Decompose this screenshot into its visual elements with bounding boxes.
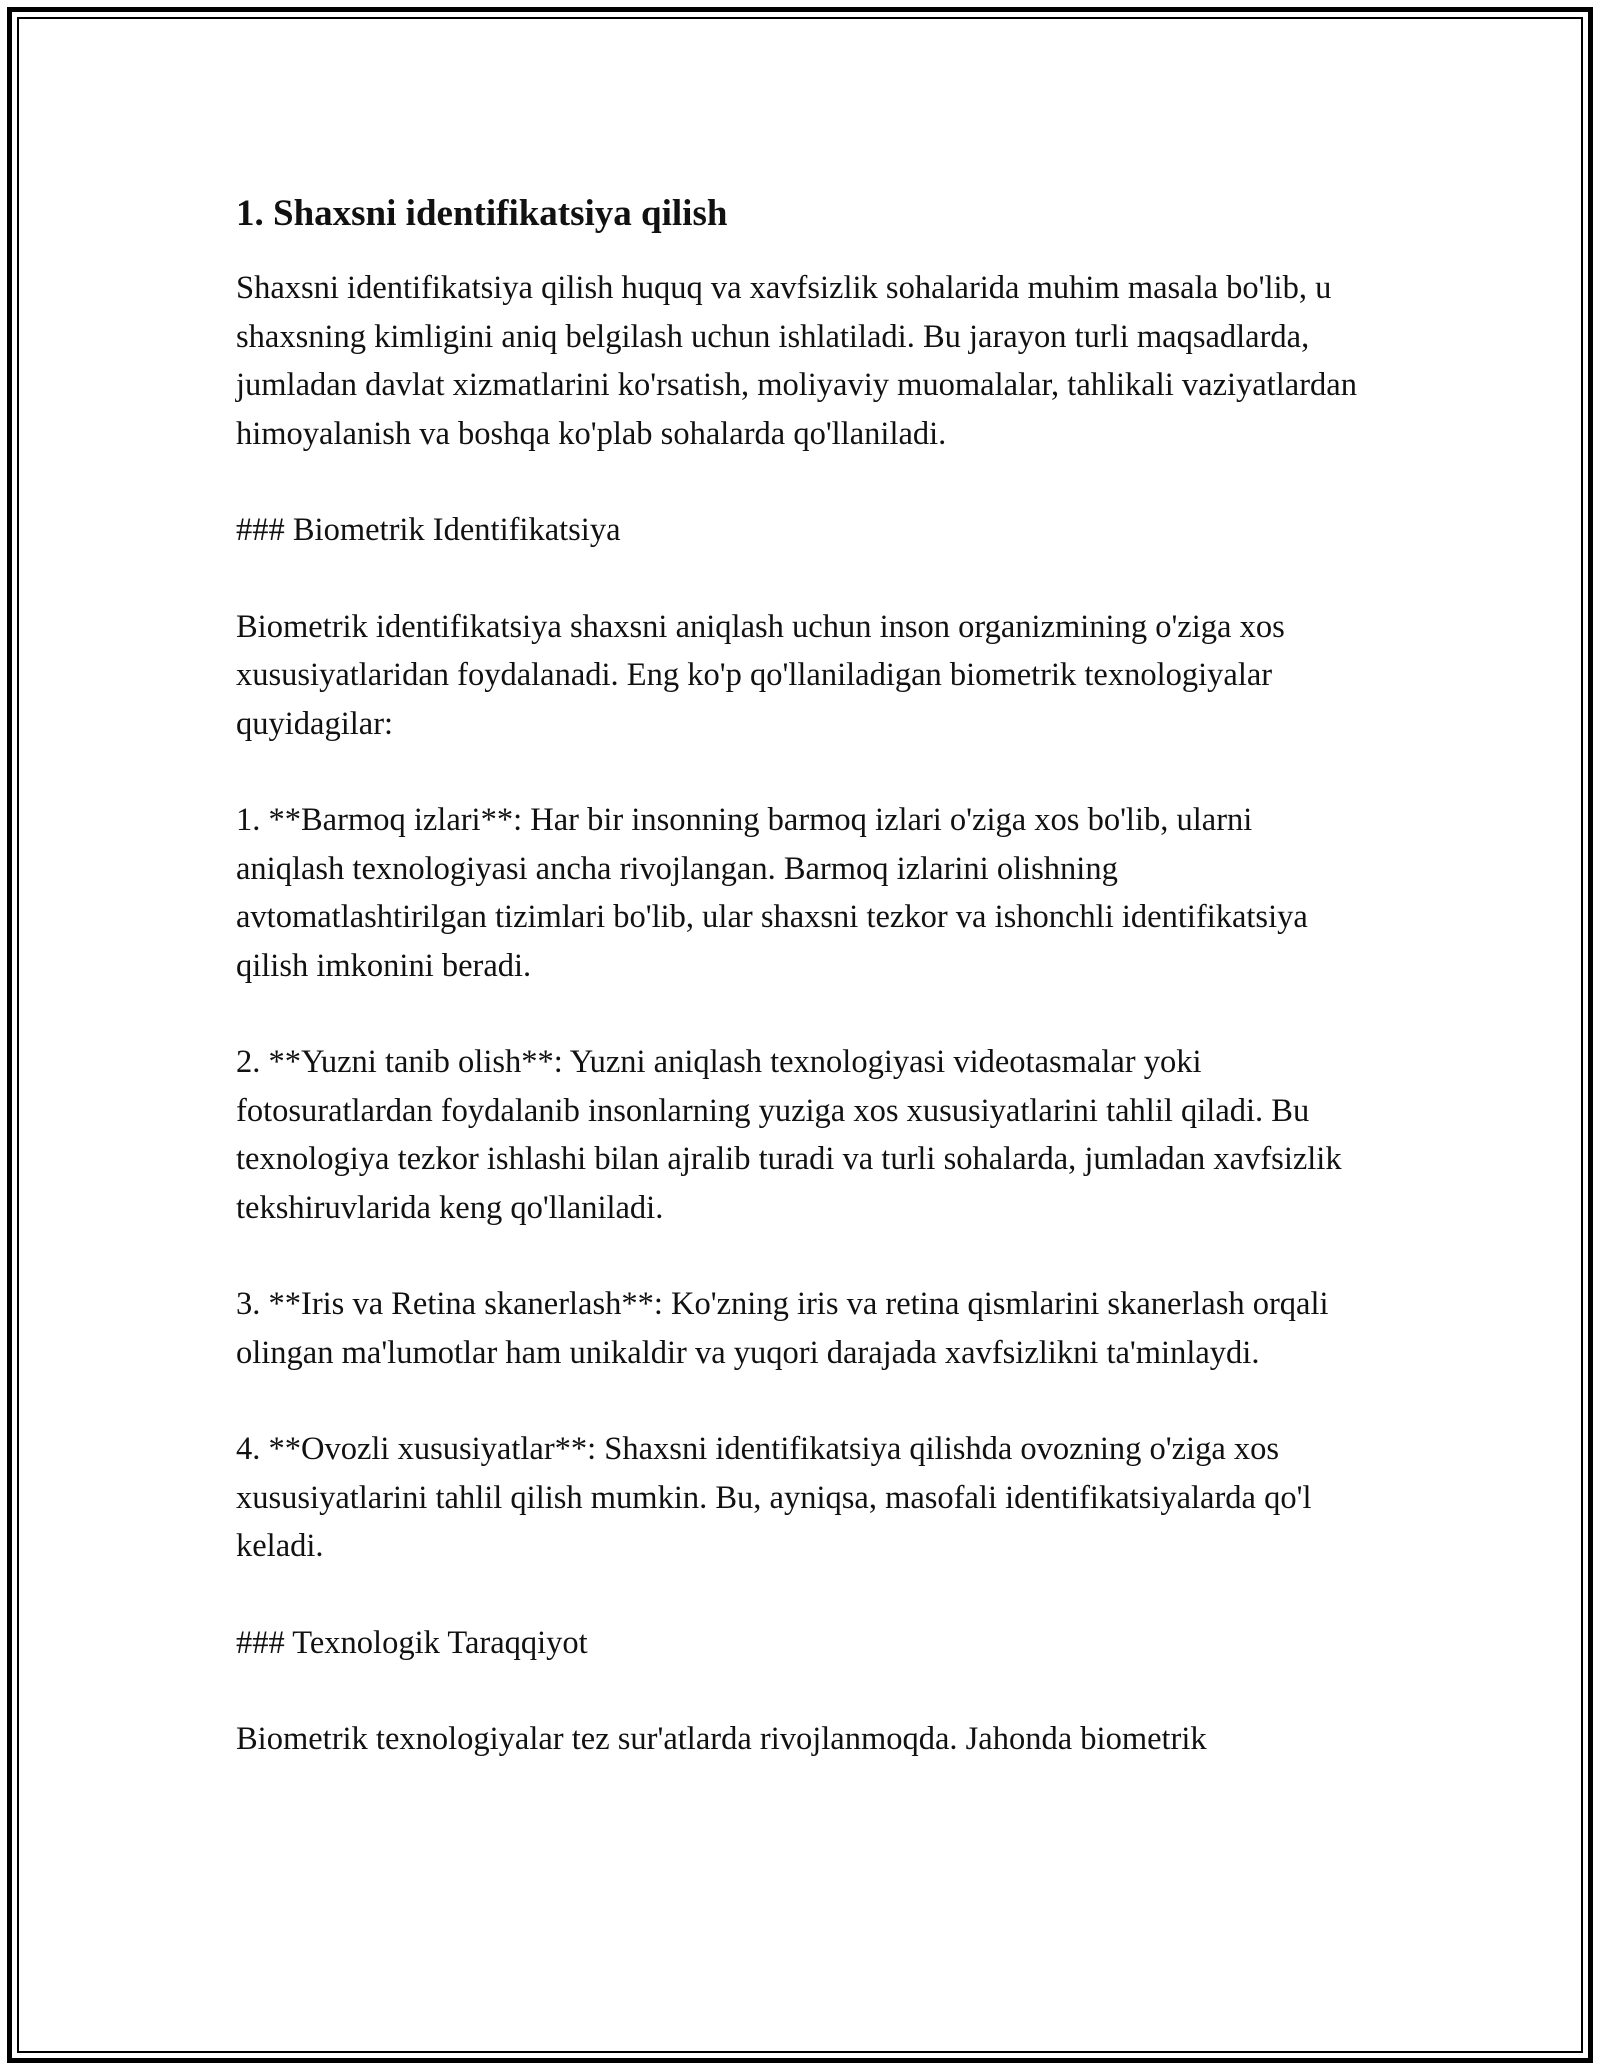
document-title: 1. Shaxsni identifikatsiya qilish (236, 193, 728, 234)
document-body (236, 186, 1366, 1812)
paragraph-biometrik-intro: Biometrik identifikatsiya shaxsni aniqlash uchun inson organizmining o'ziga xos xususiyatlaridan foydalanadi. Eng ko'p qo'llaniladigan biometrik texnologiyalar quyidagilar: (236, 608, 1285, 742)
list-item-ovozli-xususiyatlar: 4. **Ovozli xususiyatlar**: Shaxsni identifikatsiya qilishda ovozning o'ziga xos xususiyatlarini tahlil qilish mumkin. Bu, ayniqsa, masofali identifikatsiyalarda qo'l keladi. (236, 1431, 1312, 1564)
paragraph-intro: Shaxsni identifikatsiya qilish huquq va xavfsizlik sohalarida muhim masala bo'lib, u shaxsning kimligini aniq belgilash uchun ishlatiladi. Bu jarayon turli maqsadlarda, jumladan davlat xizmatlarini ko'rsatish, moliyaviy muomalalar, tahlikali vaziyatlardan himoyalanish va boshqa ko'plab sohalarda qo'llaniladi. (236, 270, 1357, 452)
subheading-texnologik-taraqqiyot: ### Texnologik Taraqqiyot (236, 1624, 588, 1661)
list-item-barmoq-izlari: 1. **Barmoq izlari**: Har bir insonning barmoq izlari o'ziga xos bo'lib, ularni aniqlash texnologiyasi ancha rivojlangan. Barmoq izlarini olishning avtomatlashtirilgan tizimlari bo'lib, ular shaxsni tezkor va ishonchli identifikatsiya qilish imkonini beradi. (236, 802, 1308, 984)
subheading-biometrik-identifikatsiya: ### Biometrik Identifikatsiya (236, 512, 621, 548)
list-item-yuzni-tanib-olish: 2. **Yuzni tanib olish**: Yuzni aniqlash texnologiyasi videotasmalar yoki fotosuratlardan foydalanib insonlarning yuziga xos xususiyatlarini tahlil qiladi. Bu texnologiya tezkor ishlashi bilan ajralib turadi va turli sohalarda, jumladan xavfsizlik tekshiruvlarida keng qo'llaniladi. (236, 1044, 1342, 1226)
list-item-iris-retina: 3. **Iris va Retina skanerlash**: Ko'zning iris va retina qismlarini skanerlash orqali olingan ma'lumotlar ham unikaldir va yuqori darajada xavfsizlikni ta'minlaydi. (236, 1286, 1329, 1371)
paragraph-texnologik-intro: Biometrik texnologiyalar tez sur'atlarda rivojlanmoqda. Jahonda biometrik (236, 1721, 1207, 1757)
